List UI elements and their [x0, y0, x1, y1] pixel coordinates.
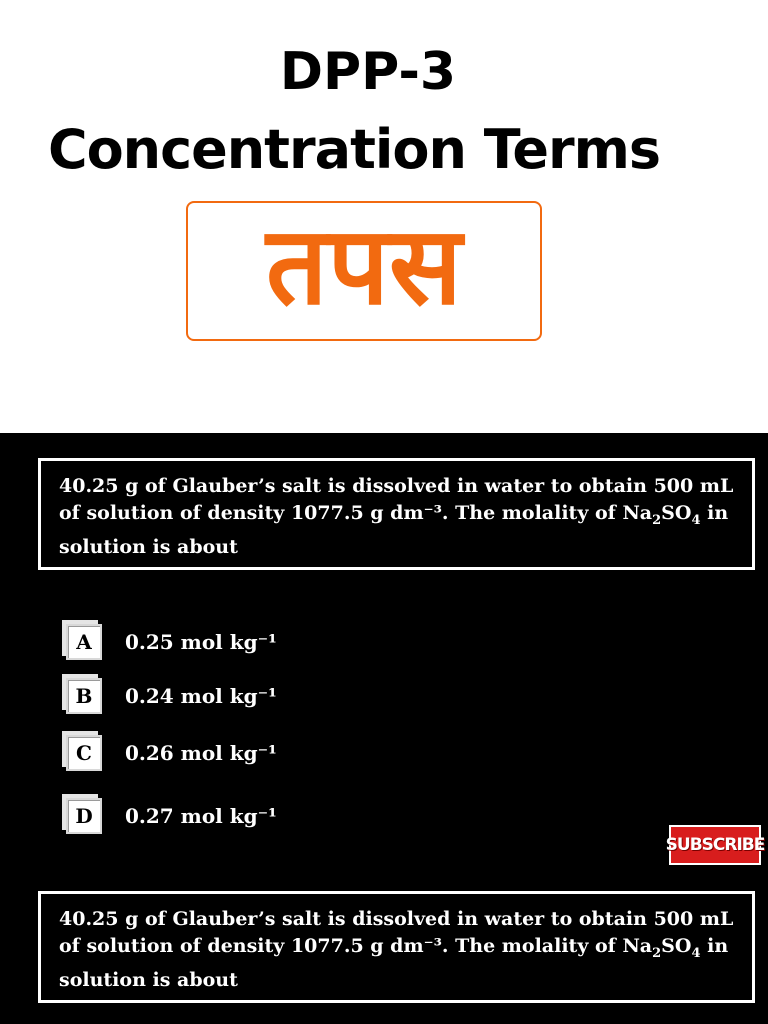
option-b[interactable]: [62, 676, 277, 716]
option-c-value: 0.26 mol kg⁻¹: [125, 741, 277, 765]
page-title-line-2: Concentration Terms: [47, 118, 661, 181]
option-d-value: 0.27 mol kg⁻¹: [125, 804, 277, 828]
brand-logo-box: [186, 201, 542, 341]
option-c[interactable]: [62, 733, 277, 773]
option-a[interactable]: [62, 622, 277, 662]
option-b-letter[interactable]: B: [66, 678, 102, 714]
option-c-letter[interactable]: C: [66, 735, 102, 771]
question-text-repeat: 40.25 g of Glauber’s salt is dissolved in water to obtain 500 mL of solution of density 1077.5 g dm⁻³. The molality of $Na_2SO_4$ in solution is about: [59, 908, 734, 991]
option-a-letter[interactable]: A: [66, 624, 102, 660]
option-d[interactable]: [62, 796, 277, 836]
question-box: [38, 458, 755, 570]
option-a-value: 0.25 mol kg⁻¹: [125, 630, 277, 654]
question-text: 40.25 g of Glauber’s salt is dissolved in water to obtain 500 mL of solution of density 1077.5 g dm⁻³. The molality of $Na_2SO_4$ in solution is about: [59, 475, 734, 558]
question-panel: [0, 433, 768, 1024]
brand-logo-text: तपस: [266, 204, 462, 329]
option-d-letter[interactable]: D: [66, 798, 102, 834]
title-panel: [0, 0, 768, 433]
question-box-repeat: [38, 891, 755, 1003]
option-b-value: 0.24 mol kg⁻¹: [125, 684, 277, 708]
page-title-line-1: DPP-3: [279, 42, 457, 102]
subscribe-button[interactable]: SUBSCRIBE: [669, 825, 761, 865]
